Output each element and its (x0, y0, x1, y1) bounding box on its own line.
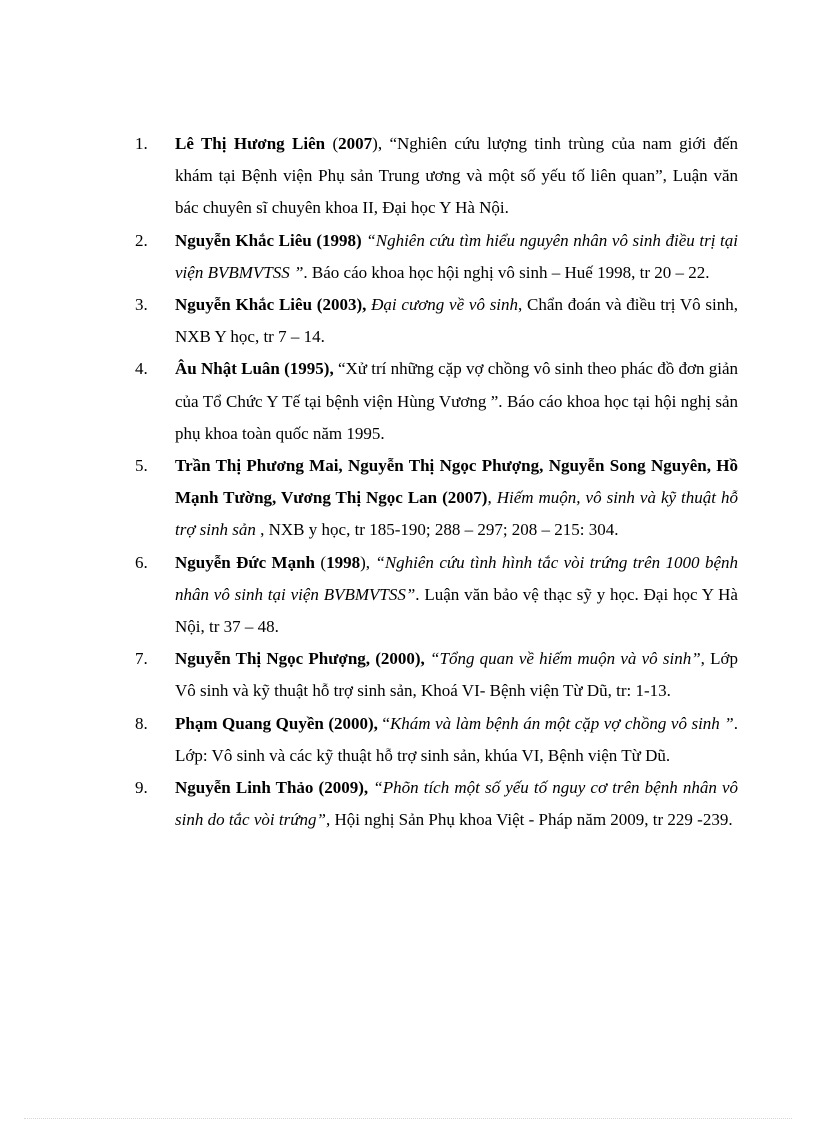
reference-year: 2007 (338, 134, 373, 153)
reference-number: 8. (135, 713, 148, 733)
reference-sep: ( (325, 134, 339, 153)
reference-number: 6. (135, 552, 148, 572)
reference-number: 7. (135, 649, 148, 669)
reference-authors: Nguyễn Linh Thảo (2009), (175, 778, 369, 798)
reference-authors: Nguyễn Khắc Liêu (1998) (175, 230, 362, 250)
reference-item (0, 643, 816, 707)
reference-source: , Lớp Vô sinh và kỹ thuật hỗ trợ sinh sản, Khoá VI- Bệnh viện Từ Dũ, tr: 1-13. (175, 649, 739, 701)
reference-item (0, 708, 816, 772)
reference-item (0, 353, 816, 450)
reference-title: Khám và làm bệnh án một cặp vợ chồng vô sinh ” (389, 713, 734, 733)
reference-authors: Phạm Quang Quyền (2000), (175, 713, 378, 733)
reference-title: “Phõn tích một số yếu tố nguy cơ trên bệnh nhân vô sinh do tắc vòi trứng” (175, 778, 739, 830)
reference-number: 2. (135, 230, 148, 250)
reference-source: , NXB y học, tr 185-190; 288 – 297; 208 – 215: 304. (255, 520, 619, 540)
reference-source: . Lớp: Vô sinh và các kỹ thuật hỗ trợ sinh sản, khúa VI, Bệnh viện Từ Dũ. (175, 713, 739, 765)
reference-source: , Hội nghị Sản Phụ khoa Việt - Pháp năm 2009, tr 229 -239. (325, 810, 733, 830)
reference-list (0, 128, 816, 836)
reference-number: 9. (135, 778, 148, 798)
reference-item (0, 289, 816, 353)
reference-authors: Lê Thị Hương Liên (175, 134, 326, 153)
reference-title: Hiếm muộn, vô sinh và kỹ thuật hỗ trợ sinh sản (175, 488, 738, 540)
reference-authors: Nguyễn Khắc Liêu (2003), (175, 295, 367, 315)
reference-title: Đại cương về vô sinh (371, 295, 519, 315)
reference-text: “Xử trí những cặp vợ chồng vô sinh theo phác đồ đơn giản của Tổ Chức Y Tế tại bệnh viện Hùng Vương ”. Báo cáo khoa học tại hội nghị sản phụ khoa toàn quốc năm 1995. (175, 359, 738, 443)
reference-number: 4. (135, 359, 148, 379)
reference-number: 3. (135, 295, 148, 315)
reference-item (0, 450, 816, 547)
reference-authors: Trần Thị Phương Mai, Nguyễn Thị Ngọc Phượng, Nguyễn Song Nguyên, Hồ Mạnh Tường, Vương Thị Ngọc Lan (2007) (175, 456, 738, 508)
reference-authors: Nguyễn Thị Ngọc Phượng, (2000), (175, 649, 425, 669)
reference-authors: Nguyễn Đức Mạnh (175, 552, 315, 572)
reference-item (0, 225, 816, 289)
reference-sep: ( (315, 552, 327, 572)
reference-item (0, 128, 816, 225)
reference-text: “Nghiên cứu lượng tinh trùng của nam giới đến khám tại Bệnh viện Phụ sản Trung ương và một số yếu tố liên quan”, Luận văn bác chuyên sĩ chuyên khoa II, Đại học Y Hà Nội. (175, 134, 738, 218)
reference-number: 1. (135, 134, 148, 153)
reference-item (0, 547, 816, 644)
reference-item (0, 772, 816, 836)
reference-text: “ (382, 713, 390, 733)
reference-sep: ), (372, 134, 390, 153)
reference-title: “Nghiên cứu tìm hiểu nguyên nhân vô sinh điều trị tại viện BVBMVTSS ” (175, 230, 738, 282)
reference-source: . Báo cáo khoa học hội nghị vô sinh – Huế 1998, tr 20 – 22. (303, 262, 710, 282)
reference-source: , Chẩn đoán và điều trị Vô sinh, NXB Y học, tr 7 – 14. (175, 295, 739, 347)
reference-title: “Nghiên cứu tình hình tắc vòi trứng trên 1000 bệnh nhân vô sinh tại viện BVBMVTSS” (175, 552, 738, 604)
reference-sep: , (487, 488, 497, 508)
reference-sep: ), (360, 552, 376, 572)
reference-authors: Âu Nhật Luân (1995), (175, 359, 334, 379)
reference-title: “Tổng quan về hiếm muộn và vô sinh” (430, 649, 701, 669)
reference-source: . Luận văn bảo vệ thạc sỹ y học. Đại học Y Hà Nội, tr 37 – 48. (175, 584, 738, 637)
reference-year: 1998 (326, 552, 361, 572)
page-bottom-divider (24, 1118, 792, 1119)
reference-number: 5. (135, 456, 148, 476)
